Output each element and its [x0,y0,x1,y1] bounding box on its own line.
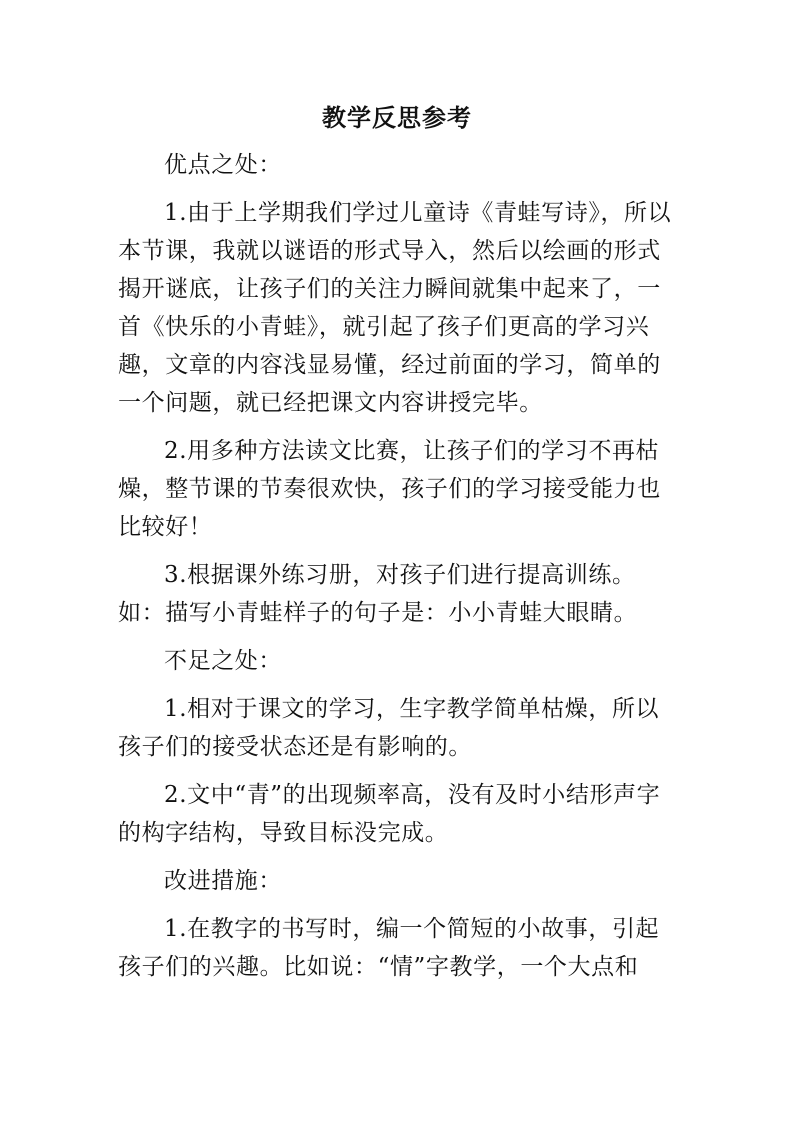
paragraph-shortcoming-1: 1.相对于课文的学习，生字教学简单枯燥，所以孩子们的接受状态还是有影响的。 [118,696,660,760]
section-heading-improvements: 改进措施： [164,868,282,894]
paragraph-advantage-3: 3.根据课外练习册，对孩子们进行提高训练。如：描写小青蛙样子的句子是：小小青蛙大眼睛。 [118,562,638,626]
document-title: 教学反思参考 [322,103,472,132]
paragraph-shortcoming-2: 2.文中“青”的出现频率高，没有及时小结形声字的构字结构，导致目标没完成。 [118,782,661,846]
document-body [118,146,682,996]
section-heading-shortcomings: 不足之处： [164,648,282,674]
paragraph-advantage-2: 2.用多种方法读文比赛，让孩子们的学习不再枯燥，整节课的节奏很欢快，孩子们的学习接受能力也比较好！ [118,438,661,540]
section-heading-advantages: 优点之处： [164,152,282,178]
paragraph-advantage-1: 1.由于上学期我们学过儿童诗《青蛙写诗》，所以本节课，我就以谜语的形式导入，然后以绘画的形式揭开谜底，让孩子们的关注力瞬间就集中起来了，一首《快乐的小青蛙》，就引起了孩子们更高的学习兴趣，文章的内容浅显易懂，经过前面的学习，简单的一个问题，就已经把课文内容讲授完毕。 [118,200,672,416]
paragraph-improvement-1: 1.在教字的书写时，编一个简短的小故事，引起孩子们的兴趣。比如说：“情”字教学，一个大点和 [118,916,660,980]
